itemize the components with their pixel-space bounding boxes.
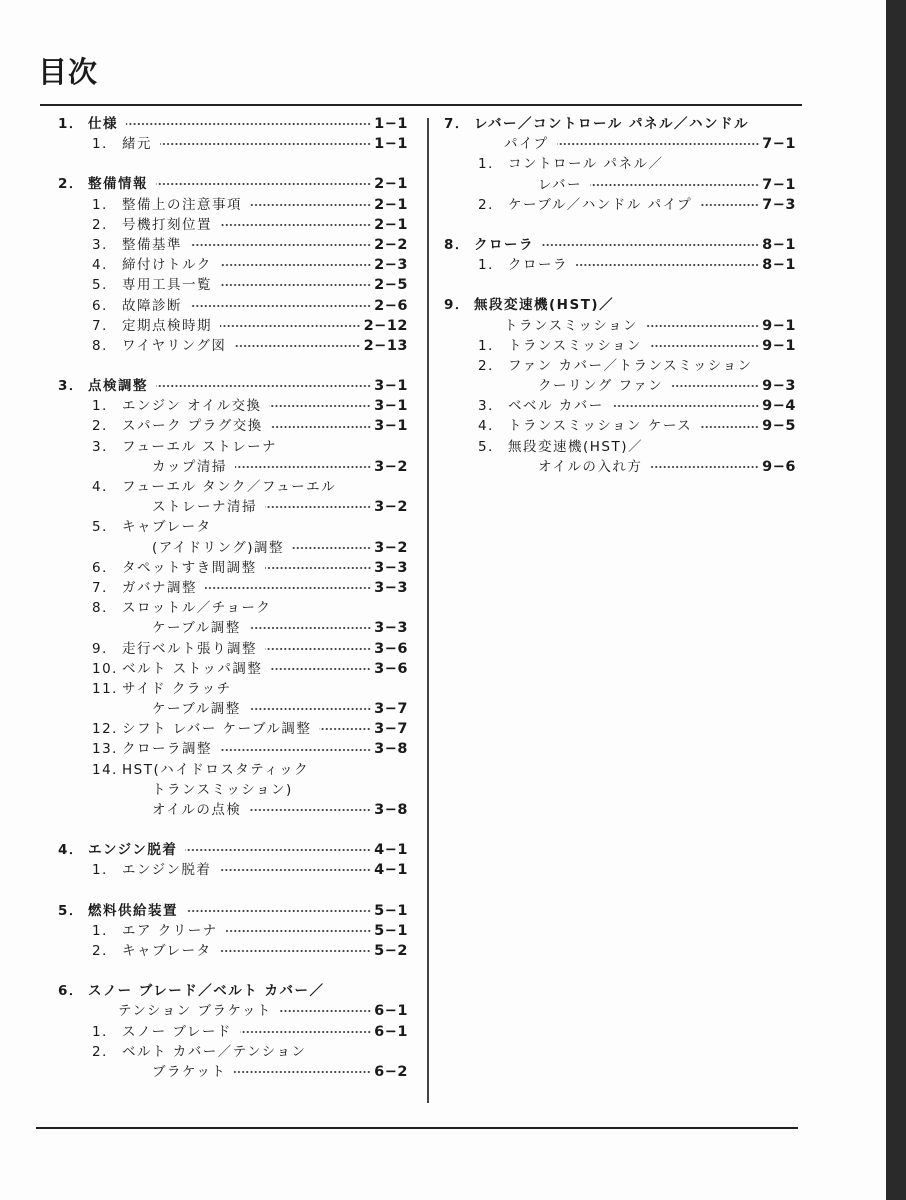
toc-entry[interactable]	[58, 416, 408, 436]
toc-entry[interactable]	[58, 578, 408, 598]
entry-title: トランスミッション ケース	[508, 418, 693, 435]
page-number: 9−6	[762, 458, 796, 475]
page-number: 6−1	[374, 1003, 408, 1020]
entry-number: 4．	[478, 418, 504, 435]
page-number: 2−1	[374, 176, 408, 193]
section-gap	[58, 961, 408, 981]
page-number: 2−3	[374, 257, 408, 274]
dot-leader	[271, 425, 371, 429]
entry-title: ガバナ調整	[122, 579, 197, 596]
page-number: 4−1	[374, 862, 408, 879]
toc-entry[interactable]	[58, 679, 408, 699]
page-number: 9−1	[762, 317, 796, 334]
toc-entry[interactable]	[58, 618, 408, 638]
entry-number: 3．	[92, 438, 118, 455]
toc-entry[interactable]	[58, 336, 408, 356]
entry-title: エンジン脱着	[122, 862, 212, 879]
page-number: 3−1	[374, 398, 408, 415]
dot-leader	[160, 142, 371, 146]
dot-leader	[292, 546, 371, 550]
page-number: 3−2	[374, 539, 408, 556]
page-number: 3−6	[374, 660, 408, 677]
toc-entry[interactable]	[58, 719, 408, 739]
toc-section-entry[interactable]	[58, 114, 408, 134]
page-number: 7−1	[762, 136, 796, 153]
toc-entry[interactable]	[58, 296, 408, 316]
toc-entry[interactable]	[58, 780, 408, 800]
dot-leader	[650, 465, 759, 469]
entry-number: 2．	[92, 418, 118, 435]
toc-section-entry[interactable]	[58, 981, 408, 1001]
entry-number: 1．	[478, 257, 504, 274]
entry-number: 9．	[92, 640, 118, 657]
toc-entry[interactable]	[58, 457, 408, 477]
toc-entry[interactable]	[444, 255, 796, 275]
entry-title: スロットル／チョーク	[122, 600, 272, 617]
dot-leader	[265, 566, 372, 570]
dot-leader	[185, 848, 371, 852]
column-divider	[427, 118, 429, 1103]
dot-leader	[226, 929, 371, 933]
entry-number: 1．	[478, 337, 504, 354]
page-number: 8−1	[762, 236, 796, 253]
dot-leader	[557, 142, 760, 146]
toc-entry[interactable]	[58, 275, 408, 295]
dot-leader	[126, 122, 371, 126]
entry-title: 整備情報	[88, 176, 148, 193]
toc-entry[interactable]	[58, 538, 408, 558]
entry-title: レバー／コントロール パネル／ハンドル	[474, 116, 749, 132]
toc-right-column	[444, 114, 796, 477]
toc-entry[interactable]	[444, 437, 796, 457]
section-gap	[444, 215, 796, 235]
dot-leader	[590, 183, 759, 187]
dot-leader	[220, 223, 371, 227]
dot-leader	[319, 727, 371, 731]
page-number: 3−2	[374, 458, 408, 475]
entry-number: 6．	[92, 297, 118, 314]
entry-number: 7．	[92, 317, 118, 334]
toc-entry[interactable]	[444, 457, 796, 477]
dot-leader	[249, 808, 371, 812]
page-number: 3−3	[374, 620, 408, 637]
toc-entry[interactable]	[58, 639, 408, 659]
toc-entry[interactable]	[58, 860, 408, 880]
dot-leader	[612, 404, 759, 408]
entry-title: レバー	[538, 176, 583, 193]
dot-leader	[234, 344, 360, 348]
page-number: 8−1	[762, 257, 796, 274]
entry-number: 2．	[478, 357, 504, 374]
entry-title: フューエル ストレーナ	[122, 438, 278, 455]
entry-number: 5．	[92, 277, 118, 294]
toc-entry[interactable]	[444, 396, 796, 416]
entry-number: 9．	[444, 297, 470, 314]
dot-leader	[265, 647, 371, 651]
page-number: 9−4	[762, 398, 796, 415]
toc-section-entry[interactable]	[444, 114, 796, 134]
dot-leader	[240, 1030, 371, 1034]
entry-title: サイド クラッチ	[122, 680, 232, 697]
entry-title: 燃料供給装置	[88, 902, 178, 919]
entry-title: 故障診断	[122, 297, 182, 314]
page-number: 1−1	[374, 116, 408, 132]
toc-entry[interactable]	[58, 195, 408, 215]
entry-number: 1．	[92, 196, 118, 213]
page-number: 9−1	[762, 337, 796, 354]
entry-number: 2．	[58, 176, 84, 193]
toc-entry[interactable]	[58, 760, 408, 780]
dot-leader	[235, 465, 371, 469]
entry-title: タペットすき間調整	[122, 559, 257, 576]
dot-leader	[280, 1009, 371, 1013]
entry-title: 整備基準	[122, 236, 182, 253]
toc-entry[interactable]	[58, 437, 408, 457]
toc-entry[interactable]	[58, 134, 408, 154]
entry-title: ベベル カバー	[508, 398, 604, 415]
toc-section-entry[interactable]	[58, 376, 408, 396]
entry-number: 5．	[92, 519, 118, 536]
entry-title: スパーク プラグ交換	[122, 418, 263, 435]
page-number: 3−1	[374, 418, 408, 435]
page-number: 1−1	[374, 136, 408, 153]
entry-title: フューエル タンク／フューエル	[122, 479, 337, 495]
toc-left-column	[58, 114, 408, 1082]
dot-leader	[249, 626, 371, 630]
toc-section-entry[interactable]	[58, 174, 408, 194]
dot-leader	[205, 586, 371, 590]
page-number: 9−5	[762, 418, 796, 435]
entry-title: 定期点検時期	[122, 317, 212, 334]
page-number: 2−1	[374, 196, 408, 213]
page-number: 2−1	[374, 216, 408, 233]
toc-entry[interactable]	[58, 215, 408, 235]
dot-leader	[156, 384, 371, 388]
entry-number: 4．	[92, 257, 118, 274]
entry-number: 4．	[92, 479, 118, 495]
page-number: 3−1	[374, 378, 408, 395]
toc-entry[interactable]	[58, 1042, 408, 1062]
entry-title: キャブレータ	[122, 942, 212, 959]
toc-entry[interactable]	[58, 699, 408, 719]
toc-entry[interactable]	[444, 195, 796, 215]
entry-title: 無段変速機(HST)／	[508, 438, 644, 455]
toc-entry[interactable]	[58, 800, 408, 820]
entry-number: 2．	[92, 942, 118, 959]
bottom-rule	[36, 1127, 798, 1129]
toc-entry[interactable]	[58, 396, 408, 416]
entry-title: ベルト ストッパ調整	[122, 660, 263, 677]
entry-title: HST(ハイドロスタティック	[122, 761, 310, 778]
entry-title: パイプ	[504, 136, 549, 153]
page-number: 2−2	[374, 236, 408, 253]
entry-title: ケーブル／ハンドル パイプ	[508, 196, 693, 213]
entry-number: 1．	[92, 862, 118, 879]
entry-title: ケーブル調整	[152, 701, 241, 718]
entry-number: 2．	[92, 216, 118, 233]
entry-title: カップ清掃	[152, 458, 227, 475]
page-number: 7−3	[762, 196, 796, 213]
entry-title: トランスミッション)	[152, 781, 293, 798]
entry-number: 5．	[478, 438, 504, 455]
toc-entry[interactable]	[444, 356, 796, 376]
entry-title: ブラケット	[152, 1063, 227, 1080]
section-gap	[58, 154, 408, 174]
entry-title: 点検調整	[88, 378, 148, 395]
entry-number: 1．	[92, 922, 118, 939]
entry-title: クローラ	[508, 257, 568, 274]
dot-leader	[219, 949, 371, 953]
top-rule	[40, 104, 802, 106]
toc-section-entry[interactable]	[444, 235, 796, 255]
entry-title: ケーブル調整	[152, 620, 241, 637]
entry-number: 14．	[92, 761, 128, 778]
entry-number: 7．	[444, 116, 470, 132]
page-number: 2−5	[374, 277, 408, 294]
toc-entry[interactable]	[444, 336, 796, 356]
page-number: 5−1	[374, 902, 408, 919]
toc-entry[interactable]	[58, 558, 408, 578]
entry-number: 2．	[92, 1043, 118, 1060]
page-number: 2−13	[363, 337, 408, 354]
dot-leader	[186, 909, 371, 913]
entry-title: トランスミッション	[508, 337, 643, 354]
entry-title: クローラ	[474, 236, 534, 253]
entry-number: 6．	[58, 983, 84, 1000]
section-gap	[444, 275, 796, 295]
dot-leader	[700, 425, 759, 429]
toc-entry[interactable]	[444, 154, 796, 174]
dot-leader	[646, 324, 759, 328]
page-number: 5−1	[374, 922, 408, 939]
entry-title: (アイドリング)調整	[152, 539, 285, 556]
dot-leader	[220, 283, 371, 287]
toc-entry[interactable]	[58, 497, 408, 517]
entry-title: シフト レバー ケーブル調整	[122, 721, 312, 738]
toc-entry[interactable]	[58, 517, 408, 537]
section-gap	[58, 881, 408, 901]
toc-entry[interactable]	[58, 1001, 408, 1021]
dot-leader	[270, 667, 371, 671]
entry-number: 1．	[478, 156, 504, 173]
dot-leader	[671, 384, 759, 388]
toc-entry[interactable]	[444, 134, 796, 154]
entry-number: 8．	[444, 236, 470, 253]
entry-title: クーリング ファン	[538, 378, 664, 395]
page-number: 7−1	[762, 176, 796, 193]
entry-number: 1．	[92, 398, 118, 415]
page-number: 3−8	[374, 741, 408, 758]
dot-leader	[220, 748, 371, 752]
page-number: 3−7	[374, 701, 408, 718]
entry-title: 整備上の注意事項	[122, 196, 242, 213]
entry-number: 6．	[92, 559, 118, 576]
entry-number: 3．	[58, 378, 84, 395]
page-number: 4−1	[374, 842, 408, 859]
dot-leader	[220, 324, 361, 328]
dot-leader	[650, 344, 759, 348]
entry-title: エア クリーナ	[122, 922, 218, 939]
entry-title: クローラ調整	[122, 741, 212, 758]
toc-entry[interactable]	[58, 1022, 408, 1042]
entry-number: 10．	[92, 660, 128, 677]
toc-entry[interactable]	[444, 416, 796, 436]
toc-entry[interactable]	[444, 316, 796, 336]
toc-entry[interactable]	[58, 659, 408, 679]
toc-entry[interactable]	[58, 235, 408, 255]
entry-title: スノー ブレード／ベルト カバー／	[88, 983, 325, 1000]
dot-leader	[249, 707, 371, 711]
toc-entry[interactable]	[58, 255, 408, 275]
entry-title: 仕様	[88, 116, 118, 132]
page-number: 2−12	[363, 317, 408, 334]
entry-number: 2．	[478, 196, 504, 213]
dot-leader	[269, 404, 371, 408]
entry-number: 8．	[92, 337, 118, 354]
entry-number: 3．	[478, 398, 504, 415]
entry-number: 4．	[58, 842, 84, 859]
page-number: 3−7	[374, 721, 408, 738]
entry-title: オイルの点検	[152, 802, 242, 818]
toc-entry[interactable]	[58, 1062, 408, 1082]
entry-title: エンジン オイル交換	[122, 398, 262, 415]
section-gap	[58, 820, 408, 840]
entry-title: 無段変速機(HST)／	[474, 297, 615, 314]
toc-entry[interactable]	[58, 941, 408, 961]
page-number: 6−1	[374, 1023, 408, 1040]
dot-leader	[700, 203, 759, 207]
dot-leader	[265, 505, 371, 509]
page-number: 3−3	[374, 579, 408, 596]
entry-title: 専用工具一覧	[122, 277, 212, 294]
dot-leader	[219, 868, 371, 872]
page-number: 6−2	[374, 1063, 408, 1080]
entry-number: 8．	[92, 600, 118, 617]
entry-number: 13．	[92, 741, 128, 758]
toc-entry[interactable]	[58, 739, 408, 759]
entry-title: スノー ブレード	[122, 1023, 232, 1040]
dot-leader	[220, 263, 371, 267]
entry-title: ストレーナ清掃	[152, 499, 257, 516]
dot-leader	[576, 263, 759, 267]
dot-leader	[542, 243, 759, 247]
entry-title: コントロール パネル／	[508, 156, 664, 173]
dot-leader	[190, 304, 371, 308]
entry-title: ファン カバー／トランスミッション	[508, 357, 753, 374]
toc-entry[interactable]	[444, 175, 796, 195]
entry-title: 走行ベルト張り調整	[122, 640, 257, 657]
page-number: 2−6	[374, 297, 408, 314]
entry-number: 7．	[92, 579, 118, 596]
page-number: 3−2	[374, 499, 408, 516]
toc-entry[interactable]	[444, 376, 796, 396]
entry-title: 緒元	[122, 136, 152, 153]
page-number: 9−3	[762, 378, 796, 395]
section-gap	[58, 356, 408, 376]
toc-entry[interactable]	[58, 598, 408, 618]
dot-leader	[234, 1070, 371, 1074]
entry-number: 1．	[92, 136, 118, 153]
dot-leader	[190, 243, 371, 247]
entry-title: テンション ブラケット	[118, 1003, 272, 1020]
toc-entry[interactable]	[58, 921, 408, 941]
dot-leader	[250, 203, 371, 207]
toc-section-entry[interactable]	[58, 901, 408, 921]
entry-number: 1．	[58, 116, 84, 132]
page-number: 3−8	[374, 802, 408, 818]
entry-title: ワイヤリング図	[122, 337, 227, 354]
toc-entry[interactable]	[58, 477, 408, 497]
entry-title: オイルの入れ方	[538, 458, 643, 475]
entry-title: 締付けトルク	[122, 257, 212, 274]
page-title: 目次	[38, 55, 99, 89]
entry-number: 11．	[92, 680, 128, 697]
page-number: 5−2	[374, 942, 408, 959]
page-number: 3−6	[374, 640, 408, 657]
entry-number: 12．	[92, 721, 128, 738]
entry-title: キャブレータ	[122, 519, 212, 536]
toc-entry[interactable]	[58, 316, 408, 336]
entry-title: エンジン脱着	[88, 842, 178, 859]
toc-section-entry[interactable]	[58, 840, 408, 860]
entry-number: 3．	[92, 236, 118, 253]
dot-leader	[156, 182, 371, 186]
toc-section-entry[interactable]	[444, 295, 796, 315]
entry-title: ベルト カバー／テンション	[122, 1043, 307, 1060]
entry-title: 号機打刻位置	[122, 216, 212, 233]
entry-number: 1．	[92, 1023, 118, 1040]
page-number: 3−3	[374, 559, 408, 576]
entry-number: 5．	[58, 902, 84, 919]
entry-title: トランスミッション	[504, 317, 639, 334]
